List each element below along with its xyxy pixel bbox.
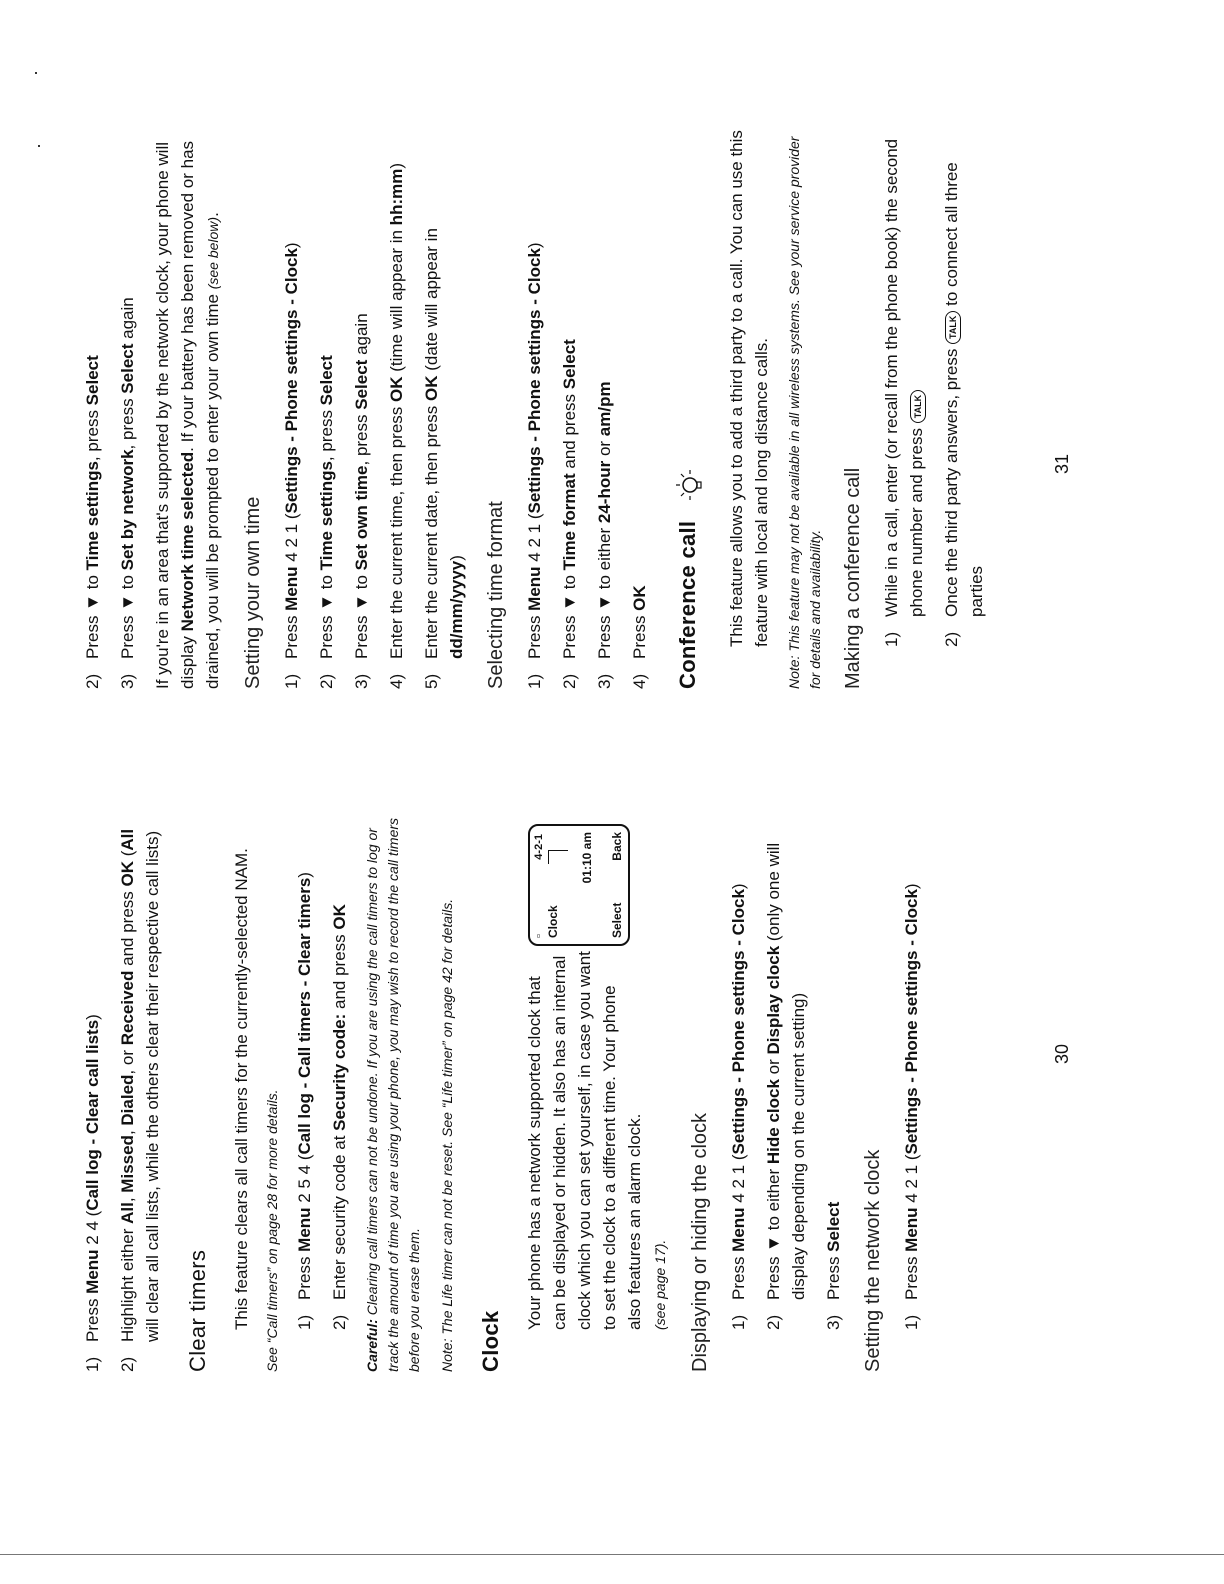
clock-description: Your phone has a network supported clock that can be displayed or hidden. It also has an internal clock which you can set yourself, in case you want to set the clock to a different time. Your phone also features an alarm clock. <box>525 951 644 1330</box>
phone-screen-illustration <box>528 824 630 946</box>
step-text: While in a call, enter (or recall from the phone book) the second phone number and press TALK <box>882 138 926 617</box>
step-number: 2) <box>83 673 102 689</box>
step-item <box>384 129 409 689</box>
scan-bottom-edge <box>0 1554 1224 1555</box>
step-item <box>349 129 374 689</box>
step-text: Press ▼ to either 24-hour or am/pm <box>595 381 614 659</box>
display-clock-heading: Displaying or hiding the clock <box>689 1112 711 1372</box>
step-item <box>592 129 617 689</box>
step-text: Press OK <box>630 585 649 659</box>
screen-menu-icon: ▫ <box>533 934 545 938</box>
clear-call-lists-steps <box>80 812 165 1372</box>
step-number: 3) <box>352 673 371 689</box>
step-number: 3) <box>118 673 137 689</box>
page-number-31: 31 <box>1052 453 1072 474</box>
clock-heading: Clock <box>478 1310 503 1372</box>
clear-timers-intro: This feature clears all call timers for the currently-selected NAM. <box>232 848 251 1330</box>
step-item <box>726 812 751 1330</box>
step-item <box>899 812 924 1330</box>
step-item <box>279 129 304 689</box>
step-number: 2) <box>118 1356 137 1372</box>
step-number: 1) <box>902 1314 921 1330</box>
step-text: Press ▼ to Set by network, press Select again <box>118 297 137 659</box>
step-number: 2) <box>942 631 961 647</box>
display-clock-steps <box>726 812 846 1330</box>
own-time-heading: Setting your own time <box>242 496 264 689</box>
page-number-30: 30 <box>1052 1043 1072 1064</box>
step-text: Press Menu 2 5 4 (Call log - Call timers - Clear timers) <box>295 872 314 1300</box>
network-clock-steps-continued <box>80 129 140 689</box>
page-31-column <box>80 129 999 689</box>
step-number: 1) <box>83 1356 102 1372</box>
making-conference-heading: Making a conference call <box>842 467 864 689</box>
step-text: Press Select <box>824 1201 843 1300</box>
step-number: 4) <box>387 673 406 689</box>
step-item <box>522 129 547 689</box>
conference-call-title: Conference call <box>674 520 700 689</box>
step-text: Press ▼ to Time settings, press Select <box>317 355 336 659</box>
clear-timers-see-ref: See “Call timers” on page 28 for more details. <box>264 1089 280 1372</box>
clear-timers-steps <box>292 812 352 1330</box>
step-item <box>557 129 582 689</box>
step-item <box>80 129 105 689</box>
step-text: Enter the current date, then press OK (date will appear in dd/mm/yyyy) <box>422 228 466 659</box>
careful-note: Careful: Clearing call timers can not be undone. If you are using the call timers to log or track the amount of time you are using your phone, you may wish to record the call timers before you erase them. <box>364 817 422 1372</box>
step-item <box>292 812 317 1330</box>
clock-see-ref: (see page 17). <box>652 1239 668 1330</box>
step-number: 2) <box>330 1314 349 1330</box>
step-text: Enter security code at Security code: and press OK <box>330 904 349 1300</box>
step-item <box>327 812 352 1330</box>
page-31 <box>0 0 1224 689</box>
step-text: Press ▼ to Set own time, press Select again <box>352 313 371 659</box>
step-number: 1) <box>729 1314 748 1330</box>
conference-steps <box>879 129 989 647</box>
step-number: 1) <box>295 1314 314 1330</box>
conference-note: Note: This feature may not be available in all wireless systems. See your service provider for details and availability. <box>786 136 823 689</box>
step-text: Press Menu 2 4 (Call log - Clear call lists) <box>83 1014 102 1342</box>
step-text: Press Menu 4 2 1 (Settings - Phone settings - Clock) <box>282 242 301 659</box>
network-clock-steps <box>899 812 924 1330</box>
clock-intro-text <box>522 950 673 1330</box>
step-item <box>80 812 105 1372</box>
time-format-heading: Selecting time format <box>485 501 507 689</box>
page-30-column <box>80 812 934 1372</box>
page-30 <box>0 694 1224 1394</box>
screen-right-softkey: Back <box>610 832 624 861</box>
step-text: Enter the current time, then press OK (time will appear in hh:mm) <box>387 162 406 659</box>
step-item <box>627 129 652 689</box>
own-time-steps <box>279 129 469 689</box>
screen-scrollbar-icon <box>548 850 568 851</box>
step-text: Press Menu 4 2 1 (Settings - Phone settings - Clock) <box>729 883 748 1300</box>
step-number: 2) <box>560 673 579 689</box>
step-text: Press ▼ to Time format and press Select <box>560 339 579 659</box>
step-text: Press Menu 4 2 1 (Settings - Phone settings - Clock) <box>525 242 544 659</box>
step-text: Press ▼ to either Hide clock or Display clock (only one will display depending on the current setting) <box>764 842 808 1300</box>
conference-intro: This feature allows you to add a third party to a call. You can use this feature with local and long distance calls. <box>727 130 771 647</box>
step-number: 5) <box>422 673 441 689</box>
screen-time: 01:10 am <box>580 832 594 884</box>
clock-intro-block <box>522 812 673 1330</box>
step-item <box>939 129 989 647</box>
step-item <box>879 129 929 647</box>
scan-speck <box>38 145 40 147</box>
step-text: Highlight either All, Missed, Dialed, or Received and press OK (All will clear all call lists, while the others clear their respective call lists) <box>118 828 162 1342</box>
step-item <box>115 812 165 1372</box>
step-item <box>821 812 846 1330</box>
step-item <box>314 129 339 689</box>
step-number: 3) <box>595 673 614 689</box>
network-clock-heading: Setting the network clock <box>862 1149 884 1372</box>
network-time-paragraph: If you're in an area that's supported by the network clock, your phone will display Network time selected. If your battery has been removed or has drained, you will be prompted to enter your own time (see below). <box>153 140 222 689</box>
step-text: Once the third party answers, press TALK to connect all three parties <box>942 162 986 617</box>
step-number: 1) <box>525 673 544 689</box>
clear-timers-heading: Clear timers <box>185 1249 210 1372</box>
step-number: 3) <box>824 1314 843 1330</box>
life-timer-note: Note: The Life timer can not be reset. See “Life timer” on page 42 for details. <box>439 898 455 1372</box>
step-number: 2) <box>317 673 336 689</box>
screen-menu-number: 4-2-1 <box>533 834 545 860</box>
screen-title: Clock <box>546 905 560 938</box>
step-number: 1) <box>282 673 301 689</box>
conference-call-heading <box>672 129 706 689</box>
screen-left-softkey: Select <box>610 902 624 938</box>
step-number: 2) <box>764 1314 783 1330</box>
step-item <box>419 129 469 689</box>
step-number: 1) <box>882 631 901 647</box>
screen-scrollbar-tick <box>548 850 549 864</box>
step-item <box>115 129 140 689</box>
lightbulb-icon <box>672 468 706 502</box>
step-item <box>761 812 811 1330</box>
step-text: Press Menu 4 2 1 (Settings - Phone settings - Clock) <box>902 883 921 1300</box>
step-number: 4) <box>630 673 649 689</box>
step-text: Press ▼ to Time settings, press Select <box>83 355 102 659</box>
scan-speck <box>35 72 37 74</box>
time-format-steps <box>522 129 652 689</box>
